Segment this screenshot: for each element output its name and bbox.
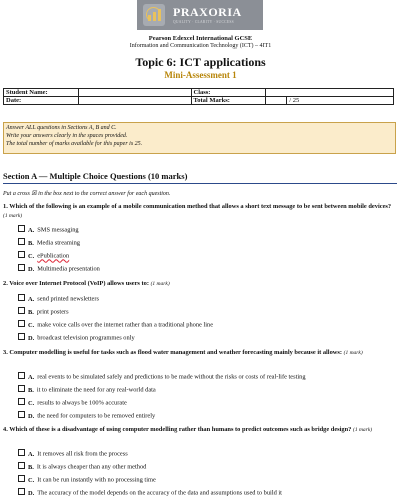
option-3d[interactable]: D. the need for computers to be removed entirely bbox=[18, 411, 155, 421]
question-marks: (1 mark) bbox=[150, 281, 170, 287]
question-1: 1. Which of the following is an example of a mobile communication method that allows a short text message to be sent between mobile devices? (1 mark) bbox=[3, 203, 392, 219]
class-label: Class: bbox=[191, 89, 266, 97]
question-3: 3. Computer modelling is useful for tasks such as flood water management and weather forecasting mainly because it allows: (1 mark) bbox=[3, 349, 363, 356]
student-name-label: Student Name: bbox=[4, 89, 79, 97]
question-marks: (1 mark) bbox=[3, 212, 23, 219]
student-info-table bbox=[3, 88, 394, 105]
section-a-instruction: Put a cross ☒ in the box next to the correct answer for each question. bbox=[3, 191, 171, 197]
checkbox[interactable] bbox=[18, 488, 25, 495]
section-divider bbox=[3, 183, 397, 184]
instruction-line: The total number of marks available for this paper is 25. bbox=[6, 141, 143, 147]
checkbox[interactable] bbox=[18, 475, 25, 482]
exam-board: Pearson Edexcel International GCSE bbox=[148, 35, 253, 42]
date-field[interactable] bbox=[78, 97, 191, 105]
option-1d[interactable]: D. Multimedia presentation bbox=[18, 264, 100, 274]
option-3a[interactable]: A. real events to be simulated safely and predictions to be made without the risks or costs of real-life testing bbox=[18, 372, 306, 382]
instruction-line: Answer ALL questions in Sections A, B and C. bbox=[6, 125, 117, 131]
bar-chart-logo-icon bbox=[143, 4, 165, 26]
option-3c[interactable]: C. results to always be 100% accurate bbox=[18, 398, 127, 408]
instruction-line: Write your answers clearly in the spaces provided. bbox=[6, 133, 128, 139]
option-1b[interactable]: B. Media streaming bbox=[18, 238, 80, 248]
section-a-heading: Section A — Multiple Choice Questions (10 marks) bbox=[3, 171, 188, 181]
subject-title: Information and Communication Technology (ICT) – 4IT1 bbox=[129, 43, 272, 49]
option-1a[interactable]: A. SMS messaging bbox=[18, 225, 79, 235]
date-label: Date: bbox=[4, 97, 79, 105]
checkbox[interactable] bbox=[18, 398, 25, 405]
option-2c[interactable]: C. make voice calls over the internet rather than a traditional phone line bbox=[18, 320, 213, 330]
checkbox[interactable] bbox=[18, 320, 25, 327]
checkbox[interactable] bbox=[18, 411, 25, 418]
question-2: 2. Voice over Internet Protocol (VoIP) allows users to: (1 mark) bbox=[3, 280, 170, 287]
total-marks-field[interactable] bbox=[266, 97, 287, 105]
praxoria-logo bbox=[137, 0, 263, 30]
logo-tagline: QUALITY · CLARITY · SUCCESS bbox=[173, 19, 234, 24]
checkbox[interactable] bbox=[18, 333, 25, 340]
option-2b[interactable]: B. print posters bbox=[18, 307, 69, 317]
instructions-box bbox=[3, 122, 396, 154]
assessment-title: Mini-Assessment 1 bbox=[164, 70, 237, 80]
question-marks: (1 mark) bbox=[353, 427, 373, 433]
option-4d[interactable]: D. The accuracy of the model depends on the accuracy of the data and assumptions used to build it bbox=[18, 488, 282, 498]
checkbox[interactable] bbox=[18, 372, 25, 379]
checkbox[interactable] bbox=[18, 307, 25, 314]
student-name-field[interactable] bbox=[78, 89, 191, 97]
checkbox[interactable] bbox=[18, 251, 25, 258]
question-marks: (1 mark) bbox=[343, 350, 363, 356]
checkbox[interactable] bbox=[18, 294, 25, 301]
option-2d[interactable]: D. broadcast television programmes only bbox=[18, 333, 135, 343]
checkbox[interactable] bbox=[18, 225, 25, 232]
checkbox[interactable] bbox=[18, 238, 25, 245]
option-4c[interactable]: C. It can be run instantly with no processing time bbox=[18, 475, 156, 485]
topic-title: Topic 6: ICT applications bbox=[135, 55, 266, 69]
total-marks-label: Total Marks: bbox=[191, 97, 266, 105]
question-4: 4. Which of these is a disadvantage of using computer modelling rather than humans to predict outcomes such as bridge design? (1 mark) bbox=[3, 426, 373, 433]
option-2a[interactable]: A. send printed newsletters bbox=[18, 294, 99, 304]
checkbox[interactable] bbox=[18, 449, 25, 456]
option-4a[interactable]: A. It removes all risk from the process bbox=[18, 449, 128, 459]
checkbox[interactable] bbox=[18, 385, 25, 392]
out-of-marks: / 25 bbox=[287, 97, 394, 105]
option-4b[interactable]: B. It is always cheaper than any other method bbox=[18, 462, 146, 472]
checkbox[interactable] bbox=[18, 462, 25, 469]
checkbox[interactable] bbox=[18, 264, 25, 271]
option-1c[interactable]: C. ePublication bbox=[18, 251, 69, 261]
class-field[interactable] bbox=[266, 89, 394, 97]
option-3b[interactable]: B. it to eliminate the need for any real-world data bbox=[18, 385, 156, 395]
logo-name: PRAXORIA bbox=[173, 4, 242, 19]
